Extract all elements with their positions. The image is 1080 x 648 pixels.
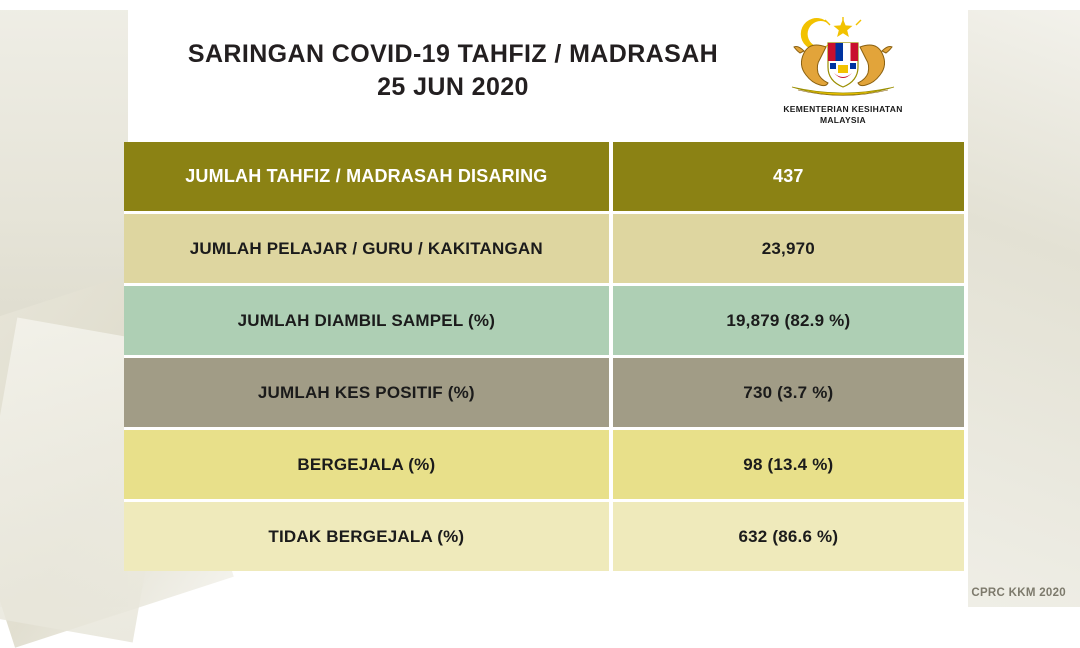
page-title	[128, 38, 748, 104]
title-line-1: SARINGAN COVID-19 TAHFIZ / MADRASAH	[187, 40, 719, 68]
table-row	[124, 427, 964, 499]
table-row	[124, 142, 964, 211]
row-label: TIDAK BERGEJALA (%)	[124, 502, 613, 571]
row-label: JUMLAH TAHFIZ / MADRASAH DISARING	[124, 142, 613, 211]
row-value: 98 (13.4 %)	[613, 430, 964, 499]
coat-of-arms-icon	[768, 17, 918, 103]
row-value: 19,879 (82.9 %)	[613, 286, 964, 355]
footer-credit: CPRC KKM 2020	[971, 587, 1066, 599]
ministry-logo	[748, 10, 938, 132]
screening-summary-table	[124, 142, 964, 571]
table-row	[124, 499, 964, 571]
row-value: 730 (3.7 %)	[613, 358, 964, 427]
title-line-2: 25 JUN 2020	[377, 73, 529, 101]
row-value: 437	[613, 142, 964, 211]
row-label: JUMLAH PELAJAR / GURU / KAKITANGAN	[124, 214, 613, 283]
background-top-strip	[0, 0, 1080, 10]
row-value: 632 (86.6 %)	[613, 502, 964, 571]
ministry-label	[783, 104, 902, 125]
table-row	[124, 211, 964, 283]
background-right-panel	[968, 0, 1080, 607]
row-label: JUMLAH KES POSITIF (%)	[124, 358, 613, 427]
row-value: 23,970	[613, 214, 964, 283]
row-label: BERGEJALA (%)	[124, 430, 613, 499]
row-label: JUMLAH DIAMBIL SAMPEL (%)	[124, 286, 613, 355]
ministry-label-line-1: KEMENTERIAN KESIHATAN	[783, 103, 903, 114]
table-row	[124, 283, 964, 355]
title-card	[128, 10, 938, 132]
ministry-label-line-2: MALAYSIA	[819, 114, 866, 125]
table-row	[124, 355, 964, 427]
